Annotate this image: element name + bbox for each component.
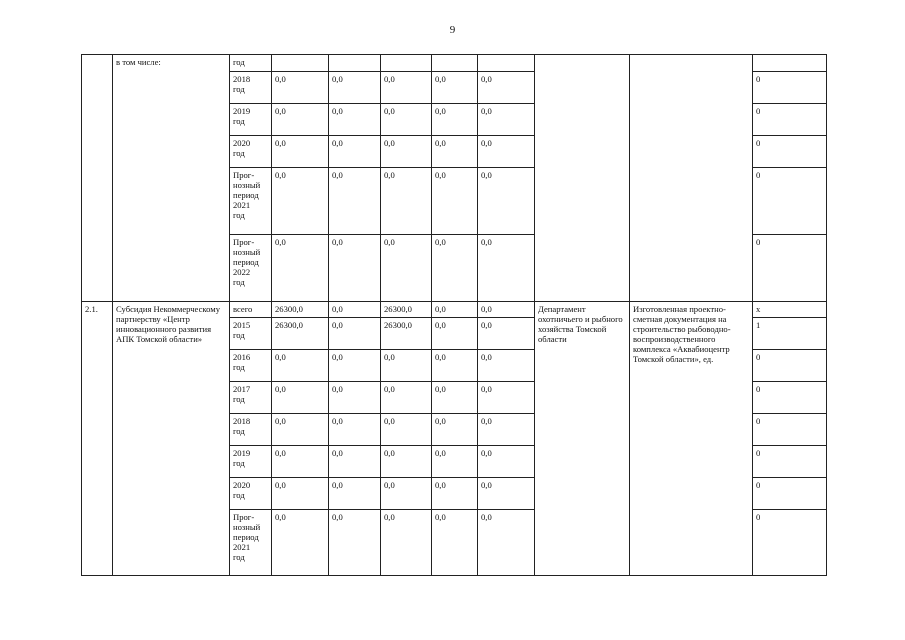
value-cell: 0,0 bbox=[478, 446, 535, 478]
indicator-value-cell: 0 bbox=[753, 235, 827, 302]
item-number-cell: 2.1. bbox=[82, 302, 113, 576]
value-cell bbox=[329, 55, 381, 72]
year-cell: 2019 год bbox=[230, 104, 272, 136]
indicator-value-cell bbox=[753, 55, 827, 72]
indicator-value-cell: 0 bbox=[753, 478, 827, 510]
year-cell: всего bbox=[230, 302, 272, 318]
page-number: 9 bbox=[449, 24, 456, 36]
number-cell bbox=[82, 55, 113, 302]
value-cell: 0,0 bbox=[329, 168, 381, 235]
value-cell: 0,0 bbox=[432, 168, 478, 235]
activity-name-cell: в том числе: bbox=[113, 55, 230, 302]
value-cell: 0,0 bbox=[478, 382, 535, 414]
value-cell: 0,0 bbox=[272, 136, 329, 168]
value-cell: 0,0 bbox=[272, 382, 329, 414]
value-cell: 0,0 bbox=[329, 302, 381, 318]
value-cell: 0,0 bbox=[478, 318, 535, 350]
year-cell: Прог- нозный период 2021 год bbox=[230, 168, 272, 235]
value-cell: 0,0 bbox=[272, 350, 329, 382]
value-cell: 0,0 bbox=[381, 168, 432, 235]
value-cell: 0,0 bbox=[432, 72, 478, 104]
value-cell: 0,0 bbox=[381, 446, 432, 478]
indicator-value-cell: 0 bbox=[753, 446, 827, 478]
value-cell: 0,0 bbox=[272, 168, 329, 235]
value-cell: 0,0 bbox=[272, 104, 329, 136]
value-cell: 0,0 bbox=[329, 72, 381, 104]
value-cell: 0,0 bbox=[272, 478, 329, 510]
value-cell: 0,0 bbox=[381, 478, 432, 510]
value-cell: 0,0 bbox=[478, 104, 535, 136]
value-cell: 0,0 bbox=[478, 302, 535, 318]
value-cell: 26300,0 bbox=[272, 318, 329, 350]
value-cell: 0,0 bbox=[329, 382, 381, 414]
value-cell: 26300,0 bbox=[381, 318, 432, 350]
year-cell: год bbox=[230, 55, 272, 72]
year-cell: Прог- нозный период 2021 год bbox=[230, 510, 272, 576]
value-cell: 0,0 bbox=[432, 510, 478, 576]
indicator-value-cell: 0 bbox=[753, 414, 827, 446]
year-cell: 2018 год bbox=[230, 72, 272, 104]
value-cell: 0,0 bbox=[329, 104, 381, 136]
value-cell: 0,0 bbox=[478, 478, 535, 510]
year-cell: 2020 год bbox=[230, 136, 272, 168]
value-cell: 0,0 bbox=[432, 318, 478, 350]
value-cell: 0,0 bbox=[272, 414, 329, 446]
value-cell bbox=[381, 55, 432, 72]
value-cell: 0,0 bbox=[478, 510, 535, 576]
year-cell: Прог- нозный период 2022 год bbox=[230, 235, 272, 302]
activity-name-cell: Субсидия Некоммерческому партнерству «Центр инновационного развития АПК Томской области» bbox=[113, 302, 230, 576]
indicator-value-cell: 0 bbox=[753, 382, 827, 414]
value-cell: 0,0 bbox=[432, 478, 478, 510]
value-cell: 0,0 bbox=[272, 235, 329, 302]
executor-cell bbox=[535, 55, 630, 302]
value-cell: 0,0 bbox=[329, 136, 381, 168]
year-cell: 2020 год bbox=[230, 478, 272, 510]
value-cell: 0,0 bbox=[381, 350, 432, 382]
value-cell bbox=[272, 55, 329, 72]
value-cell: 0,0 bbox=[432, 302, 478, 318]
year-cell: 2016 год bbox=[230, 350, 272, 382]
value-cell: 0,0 bbox=[478, 414, 535, 446]
value-cell: 0,0 bbox=[381, 72, 432, 104]
program-activities-table bbox=[81, 54, 827, 576]
value-cell: 0,0 bbox=[381, 104, 432, 136]
value-cell: 0,0 bbox=[432, 350, 478, 382]
indicator-value-cell: 0 bbox=[753, 168, 827, 235]
value-cell: 0,0 bbox=[329, 414, 381, 446]
value-cell: 0,0 bbox=[329, 235, 381, 302]
value-cell: 0,0 bbox=[478, 168, 535, 235]
year-cell: 2015 год bbox=[230, 318, 272, 350]
value-cell: 0,0 bbox=[432, 136, 478, 168]
executor-cell: Департамент охотничьего и рыбного хозяйства Томской области bbox=[535, 302, 630, 576]
value-cell bbox=[478, 55, 535, 72]
value-cell: 0,0 bbox=[381, 235, 432, 302]
value-cell: 0,0 bbox=[329, 350, 381, 382]
table-row bbox=[82, 55, 827, 72]
value-cell: 0,0 bbox=[432, 446, 478, 478]
indicator-value-cell: 0 bbox=[753, 104, 827, 136]
value-cell: 0,0 bbox=[381, 510, 432, 576]
value-cell bbox=[432, 55, 478, 72]
value-cell: 0,0 bbox=[381, 382, 432, 414]
value-cell: 0,0 bbox=[272, 510, 329, 576]
value-cell: 0,0 bbox=[381, 414, 432, 446]
value-cell: 0,0 bbox=[329, 318, 381, 350]
table-row bbox=[82, 302, 827, 318]
result-indicator-cell: Изготовленная проектно-сметная документация на строительство рыбоводно-воспроизводственного комплекса «Аквабиоцентр Томской области», ед. bbox=[630, 302, 753, 576]
indicator-value-cell: 1 bbox=[753, 318, 827, 350]
value-cell: 0,0 bbox=[329, 446, 381, 478]
value-cell: 0,0 bbox=[432, 104, 478, 136]
value-cell: 0,0 bbox=[478, 350, 535, 382]
indicator-value-cell: 0 bbox=[753, 72, 827, 104]
value-cell: 0,0 bbox=[432, 414, 478, 446]
indicator-value-cell: 0 bbox=[753, 510, 827, 576]
value-cell: 0,0 bbox=[272, 72, 329, 104]
value-cell: 0,0 bbox=[381, 136, 432, 168]
year-cell: 2017 год bbox=[230, 382, 272, 414]
value-cell: 0,0 bbox=[478, 235, 535, 302]
value-cell: 0,0 bbox=[329, 478, 381, 510]
value-cell: 0,0 bbox=[329, 510, 381, 576]
year-cell: 2018 год bbox=[230, 414, 272, 446]
value-cell: 0,0 bbox=[432, 382, 478, 414]
value-cell: 0,0 bbox=[478, 136, 535, 168]
indicator-value-cell: 0 bbox=[753, 136, 827, 168]
result-indicator-cell bbox=[630, 55, 753, 302]
year-cell: 2019 год bbox=[230, 446, 272, 478]
value-cell: 26300,0 bbox=[381, 302, 432, 318]
indicator-value-cell: х bbox=[753, 302, 827, 318]
value-cell: 0,0 bbox=[478, 72, 535, 104]
value-cell: 26300,0 bbox=[272, 302, 329, 318]
value-cell: 0,0 bbox=[432, 235, 478, 302]
indicator-value-cell: 0 bbox=[753, 350, 827, 382]
value-cell: 0,0 bbox=[272, 446, 329, 478]
